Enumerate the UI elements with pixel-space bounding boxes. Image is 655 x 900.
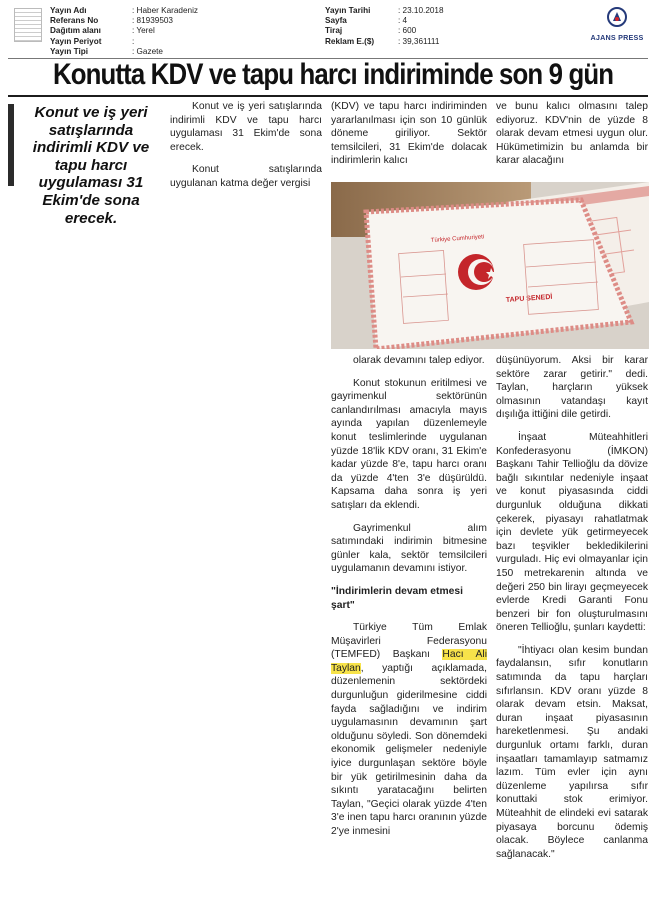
meta-label: Dağıtım alanı (50, 26, 101, 36)
paragraph: (KDV) ve tapu harcı indiriminden yararlanılması için son 10 günlük döneme giriliyor. Sektör temsilcileri, 31 Ekim'de dolacak indirimlerin kalıcı (331, 101, 487, 167)
paragraph-text: , yaptığı açıklamada, düzenlemenin sektördeki durgunluğun giderilmesine ciddi fayda sağladığını ve indirim uygulamasının devamının şart olduğunu söyledi. Son dönemdeki ekonomik gelişmeler nedeniyle iyice durgunlaşan sektöre böyle bir yük getirilmesinin daha da sıkıntı yaratacağını belirten Taylan, "Geçici olarak yüzde 4'ten 3'e inen tapu harcı oranının yüzde 2'ye inmesini (331, 662, 487, 837)
column-3-top (496, 100, 648, 168)
meta-label: Yayın Periyot (50, 36, 102, 46)
meta-row (50, 26, 198, 36)
spot-accent-bar (8, 104, 14, 186)
meta-value: : Gazete (132, 46, 163, 56)
paragraph: Konut ve iş yeri satışlarında indirimli KDV ve tapu harcı uygulaması 31 Ekim'de sona erecek. (170, 101, 322, 153)
paragraph: ve bunu kalıcı olmasını talep ediyoruz. KDV'nin de yüzde 8 olarak devam etmesi uygun olur. Hükümetimizin bu anlamda bir karar alacağını (496, 101, 648, 167)
meta-label: Tiraj (325, 26, 343, 36)
column-2-top (331, 100, 487, 168)
spot-summary: Konut ve iş yeri satışlarında indirimli KDV ve tapu harcı uygulaması 31 Ekim'de sona erecek. (32, 104, 150, 227)
paragraph-text: Türkiye Tüm Emlak Müşavirleri Federasyonu (TEMFED) Başkanı (331, 622, 487, 661)
photo-doc-title: TAPU SENEDİ (505, 293, 553, 304)
meta-value: : 600 (398, 26, 417, 36)
column-3-bottom (496, 354, 648, 861)
meta-value: : 23.10.2018 (398, 6, 444, 15)
ajans-press-logo (586, 7, 648, 42)
paragraph: "İhtiyacı olan kesim bundan faydalansın, sıfır konutların satımında da tapu harçları sıfırlansın. KDV oranı yüzde 8 olarak devam etsin. Maksat, duran inşaat piyasasının hareketlenmesi. Şu andaki durgunluk ortamı farklı, duran inşaatları tamamlayıp satmamız lazım. Tüm evler için aynı düzenleme yapılırsa sıfır konuttaki stok erimiyor. Müteahhit de elindeki evi satarak piyasaya borcunu ödemiş olacak. Böylece canlanma sağlanacak." (496, 644, 648, 860)
meta-row (50, 16, 198, 26)
meta-label: Yayın Tarihi (325, 6, 371, 15)
subheading: "İndirimlerin devam etmesi şart" (331, 585, 463, 611)
tapu-document-photo (331, 182, 649, 349)
meta-row (50, 47, 198, 57)
paragraph: Konut satışlarında uygulanan katma değer vergisi (170, 164, 322, 189)
meta-value: : 4 (398, 16, 408, 26)
paragraph: Konut stokunun eritilmesi ve gayrimenkul sektörünün canlandırılması amacıyla mayıs ayında yapılan düzenlemeyle konut teslimlerinde uygulanan yüzde 18'lik KDV oranı, 31 Ekim'e kadar yüzde 8'e, tapu harcı oranı da yüzde 4'ten 3'e düşürüldü. Kapsama daha sonra iş yeri satışları da eklendi. (331, 377, 487, 511)
meta-value: : 81939503 (132, 16, 173, 26)
meta-row (50, 37, 198, 47)
meta-value: : Haber Karadeniz (132, 6, 198, 15)
photo-illustration (331, 182, 649, 349)
meta-row (50, 6, 198, 16)
ajans-press-mark-icon (607, 7, 627, 27)
meta-row (325, 26, 444, 36)
meta-value: : (132, 36, 135, 46)
meta-value: : Yerel (132, 26, 155, 36)
meta-left (50, 6, 198, 57)
photo-doc-header: Türkiye Cumhuriyeti (430, 234, 485, 244)
headline-rule (8, 95, 648, 97)
page-thumbnail (14, 8, 42, 42)
column-2-bottom (331, 354, 487, 839)
paragraph: Gayrimenkul alım satımındaki indirimin bitmesine günler kala, sektör temsilcileri uygulamanın devamını istiyor. (331, 522, 487, 575)
meta-label: Sayfa (325, 16, 347, 26)
paragraph: olarak devamını talep ediyor. (353, 355, 485, 366)
meta-label: Referans No (50, 16, 99, 26)
meta-label: Yayın Adı (50, 6, 87, 15)
meta-right (325, 6, 444, 47)
logo-text: AJANS PRESS (590, 33, 644, 42)
headline: Konutta KDV ve tapu harcı indiriminde son 9 gün (52, 58, 614, 91)
meta-label: Yayın Tipi (50, 46, 89, 56)
paragraph: İnşaat Müteahhitleri Konfederasyonu (İMKON) Başkanı Tahir Tellioğlu da dövize bağlı sıkıntılar nedeniyle inşaat ve konut piyasasında ciddi durgunluk olduğuna dikkati çekerek, piyasayı rahatlatmak için devlete yük getirmeyecek bazı teşvikler bekledikilerini vurguladı. Hiç evi olmayanlar için 150 metrekarenin altında ve değeri 250 bin lirayı geçmeyecek evlerde Kredi Garanti Fonu benzeri bir fon oluşturulmasını öneren Tellioğlu, şunları kaydetti: (496, 431, 648, 634)
meta-value: : 39,361111 (398, 36, 440, 46)
meta-label: Reklam E.($) (325, 36, 375, 46)
column-1 (170, 100, 322, 191)
paragraph (331, 621, 487, 839)
meta-row (325, 6, 444, 16)
meta-row (325, 37, 444, 47)
paragraph: düşünüyorum. Aksi bir karar sektöre zarar getirir." dedi. Taylan, harçların yüksek olmasının vatandaşı kayıt dışılığa ittiğini dile getirdi. (496, 355, 648, 421)
meta-row (325, 16, 444, 26)
highlighted-name: Hacı Ali Taylan (331, 649, 487, 674)
